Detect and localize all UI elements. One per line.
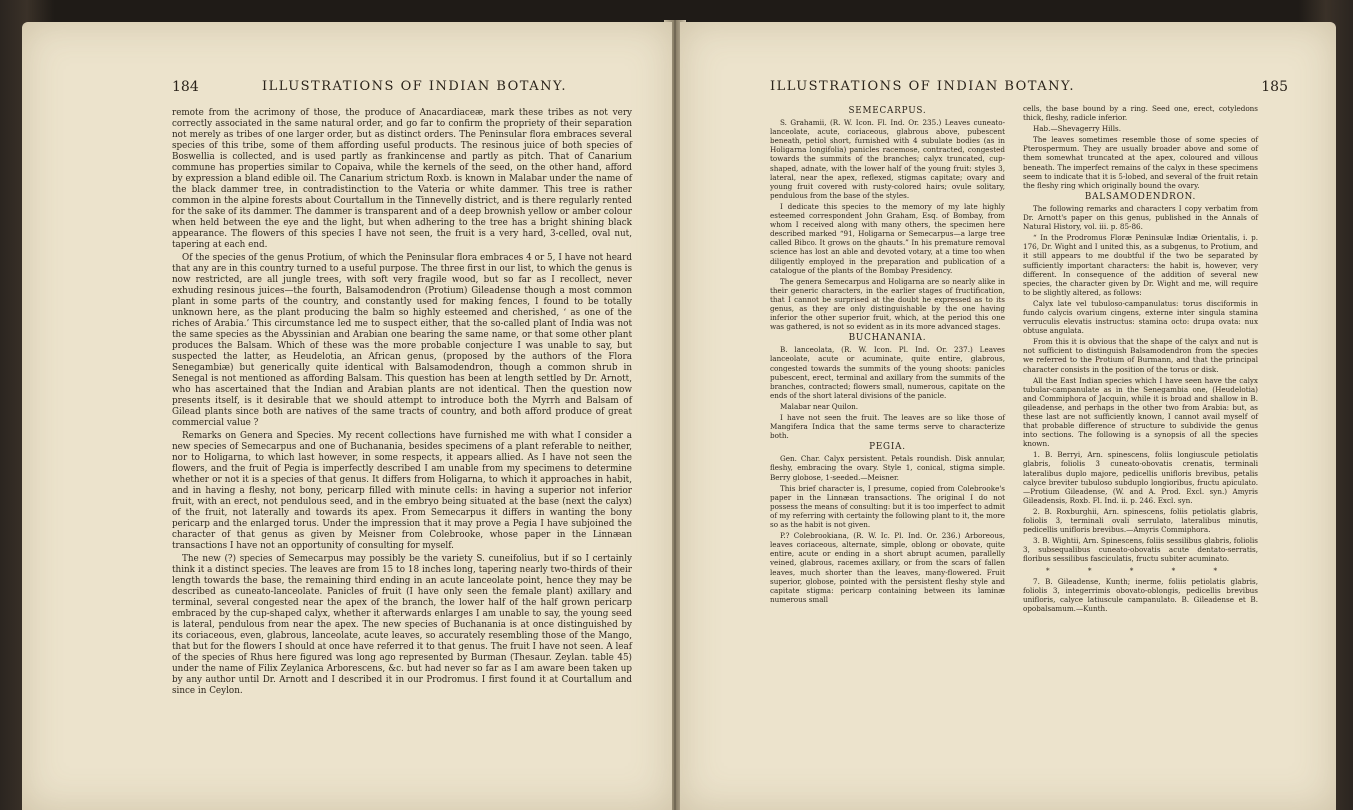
separator-stars: * * * * * [1045, 565, 1236, 575]
right-column-left [770, 104, 1005, 606]
left-body-text [172, 108, 632, 699]
paragraph: Of the species of the genus Protium, of which the Peninsular flora embraces 4 or 5, I have not heard that any are in this country turned to a useful purpose. The three first in our list, to which the genus is now restricted, are all jungle trees, with soft very fragile wood, but so far as I recollect, never exhuding resinous juices—the fourth, Balsamodendron (Protium) Gileadense though a most common plant in some parts of the country, and constantly used for making fences, I found to be totally unknown here, as the plant producing the balm so highly esteemed and cherished, ‘ as one of the riches of Arabia.’ This circumstance led me to suspect either, that the so-called plant of India was not the same species as the Abyssinian and Arabian one bearing the same name, or that some other plant produces the Balsam. Which of these was the more probable conjecture I was unable to say, but suspected the latter, as Heudelotia, an African genus, (proposed by the authors of the Flora Senegambiæ) but generically quite identical with Balsamodendron, though a common shrub in Senegal is not mentioned as affording Balsam. This question has been at length settled by Dr. Arnott, who has ascertained that the Indian and Arabian plants are not identical. Then the question now presents itself, is it desirable that we should attempt to introduce both the Myrrh and Balsam of Gilead plants since both are natives of the same tracts of country, and both afford produce of great commercial value ? [172, 253, 632, 428]
running-title: ILLUSTRATIONS OF INDIAN BOTANY. [262, 79, 568, 94]
paragraph: Hab.—Shevagerry Hills. [1033, 124, 1121, 134]
paragraph: B. lanceolata, (R. W. Icon. Pl. Ind. Or. 237.) Leaves lanceolate, acute or acuminate, quite entire, glabrous, congested towards the summits of the young shoots: panicles pubescent, erect, terminal and axillary from the summits of the branches, contracted; flowers small, numerous, capitate on the ends of the short lateral divisions of the panicle. [770, 345, 1005, 400]
running-title: ILLUSTRATIONS OF INDIAN BOTANY. [770, 79, 1076, 94]
paragraph: From this it is obvious that the shape of the calyx and nut is not sufficient to distinguish Balsamodendron from the species we referred to the Protium of Burmann, and that the principal character consists in the position of the torus or disk. [1023, 337, 1258, 374]
paragraph: I have not seen the fruit. The leaves are so like those of Mangifera Indica that the same terms serve to characterize both. [770, 413, 1005, 441]
paragraph: 2. B. Roxburghii, Arn. spinescens, foliis petiolatis glabris, foliolis 3, terminali ovali serrulato, lateralibus minutis, pedicellis unifloris brevibus.—Amyris Commiphora. [1023, 506, 1258, 535]
left-running-head [22, 79, 672, 99]
paragraph: S. Grahamii, (R. W. Icon. Fl. Ind. Or. 235.) Leaves cuneato-lanceolate, acute, coriaceous, glabrous above, pubescent beneath, petiol short, furnished with 4 subulate bodies (as in Holigarna longifolia) panicles racemose, contracted, congested towards the summits of the branches; calyx truncated, cup-shaped, adnate, with the lower half of the young fruit: styles 3, lateral, near the apex, reflexed, stigmas capitate; ovary and young fruit covered with rusty-colored hairs; ovule solitary, pendulous from the base of the styles. [770, 118, 1005, 200]
paragraph: Gen. Char. Calyx persistent. Petals roundish. Disk annular, fleshy, embracing the ovary. Style 1, conical, stigma simple. Berry globose, 1-seeded.—Meisner. [770, 454, 1005, 482]
page-number: 185 [1261, 79, 1288, 95]
paragraph: 7. B. Gileadense, Kunth; inerme, foliis petiolatis glabris, foliolis 3, integerrimis obovato-oblongis, pedicellis brevibus unifloris, calyce latiuscule campanulato. B. Gileadense et B. opobalsamum.—Kunth. [1023, 576, 1258, 613]
section-heading: SEMECARPUS. [848, 106, 927, 116]
paragraph: remote from the acrimony of those, the produce of Anacardiaceæ, mark these tribes as not very correctly associated in the same natural order, and go far to confirm the propriety of their separation not merely as tribes of one larger order, but as distinct orders. The Peninsular flora embraces several species of this tribe, some of them affording useful products. The resinous juice of both species of Boswellia is collected, and is used partly as frankincense and partly as pitch. That of Canarium commune has properties similar to Copaiva, while the kernels of the seed, on the other hand, afford by expression a bland edible oil. The Canarium strictum Roxb. is known in Malabar under the name of the black dammer tree, in contradistinction to the Vateria or white dammer. This tree is rather common in the alpine forests about Courtallum in the Tinnevelly district, and is there regularly rented for the sake of its dammer. The dammer is transparent and of a deep brownish yellow or amber colour when held between the eye and the light, but when adhering to the tree has a bright shining black appearance. The flowers of this species I have not seen, the fruit is a very hard, 3-celled, oval nut, tapering at each end. [172, 108, 632, 250]
right-column-right [1023, 104, 1258, 615]
paragraph: Malabar near Quilon. [780, 401, 859, 411]
paragraph: All the East Indian species which I have seen have the calyx tubular-campanulate as in the Senegambia one, (Heudelotia) and Commiphora of Jacquin, while it is broad and shallow in B. gileadense, and perhaps in the other two from Arabia: but, as these last are not sufficiently known, I cannot avail myself of that probable difference of structure to subdivide the genus into sections. The following is a synopsis of all the species known. [1023, 375, 1258, 449]
paragraph: The leaves sometimes resemble those of some species of Pterospermum. They are usually broader above and some of them somewhat truncated at the apex, coloured and villous beneath. The imperfect remains of the calyx in these specimens seem to indicate that it is 5-lobed, and several of the fruit retain the fleshy ring which originally bound the ovary. [1023, 135, 1258, 190]
paragraph: Remarks on Genera and Species. My recent collections have furnished me with what I consider a new species of Semecarpus and one of Buchanania, besides specimens of a plant referable to neither, nor to Holigarna, to which last however, in some respects, it appears allied. As I have not seen the flowers, and the fruit of Pegia is imperfectly described I am unable from my specimens to determine whether or not it is a species of that genus. It differs from Holigarna, to which it approaches in habit, and in having a fleshy, not bony, pericarp filled with minute cells: in having a superior not inferior fruit, with an erect, not pendulous seed, and in the embryo being situated at the base (next the calyx) of the fruit, not laterally and towards its apex. From Semecarpus it differs in wanting the bony pericarp and the enlarged torus. Under the impression that it may prove a Pegia I have subjoined the character of that genus as given by Meisner from Colebrooke, whose paper in the Linnæan transactions I have not an opportunity of consulting for myself. [172, 431, 632, 551]
paragraph: The genera Semecarpus and Holigarna are so nearly alike in their generic characters, in the earlier stages of fructification, that I cannot be surprised at the doubt he expressed as to its genus, as they are only distinguishable by the one having inferior the other superior fruit, which, at the period this one was gathered, is not so evident as in its more advanced stages. [770, 276, 1005, 332]
paragraph: cells, the base bound by a ring. Seed one, erect, cotyledons thick, fleshy, radicle inferior. [1023, 104, 1258, 123]
page-number: 184 [172, 79, 199, 95]
section-heading: PEGIA. [869, 442, 906, 453]
paragraph: The new (?) species of Semecarpus may possibly be the variety S. cuneifolius, but if so I certainly think it a distinct species. The leaves are from 15 to 18 inches long, tapering nearly two-thirds of their length towards the base, the remaining third ending in an acute lanceolate point, hence they may be described as cuneato-lanceolate. Panicles of fruit (I have only seen the female plant) axillary and terminal, several congested near the apex of the branch, the lower half of the half grown pericarp embraced by the cup-shaped calyx, whether it afterwards enlarges I am unable to say, the young seed is lateral, pendulous from near the apex. The new species of Buchanania is at once distinguished by its coriaceous, even, glabrous, lanceolate, acute leaves, so accurately resembling those of the Mango, that but for the flowers I should at once have referred it to that genus. The fruit I have not seen. A leaf of the species of Rhus here figured was long ago represented by Burman (Thesaur. Zeylan. table 45) under the name of Filix Zeylanica Arborescens, &c. but had never so far as I am aware been taken up by any author until Dr. Arnott and I described it in our Prodromus. I first found it at Courtallum and since in Ceylon. [172, 554, 632, 696]
left-page [22, 22, 672, 810]
paragraph: 1. B. Berryi, Arn. spinescens, foliis longiuscule petiolatis glabris, foliolis 3 cuneato-obovatis crenatis, terminali lateralibus duplo majore, pedicellis unifloris brevibus, petalis calyce breviter tubuloso subduplo longioribus, fructu apiculato.—Protium Gileadense, (W. and A. Prod. Excl. syn.) Amyris Gileadensis, Roxb. Fl. Ind. ii. p. 246. Excl. syn. [1023, 450, 1258, 505]
paragraph: 3. B. Wightii, Arn. Spinescens, foliis sessilibus glabris, foliolis 3, subsequalibus cuneato-obovatis acute dentato-serratis, floribus sessilibus fasciculatis, fructu subiter acuminato. [1023, 536, 1258, 564]
paragraph: This brief character is, I presume, copied from Colebrooke's paper in the Linnæan transactions. The original I do not possess the means of consulting: but it is too imperfect to admit of my referring with certainty the following plant to it, the more so as the habit is not given. [770, 483, 1005, 530]
paragraph: Calyx late vel tubuloso-campanulatus: torus disciformis in fundo calycis ovarium cingens, externe inter singula stamina verruculis elevatis instructus: stamina octo: drupa ovata: nux obtuse angulata. [1023, 298, 1258, 336]
paragraph: I dedicate this species to the memory of my late highly esteemed correspondent John Graham, Esq. of Bombay, from whom I received along with many others, the specimen here described marked “91, Holigarna or Semecarpus—a large tree called Bibco. It grows on the ghauts.” In his premature removal science has lost an able and devoted votary, at a time too when diligently employed in the preparation and publication of a catalogue of the plants of the Bombay Presidency. [770, 201, 1005, 275]
paragraph: The following remarks and characters I copy verbatim from Dr. Arnott's paper on this genus, published in the Annals of Natural History, vol. iii. p. 85-86. [1023, 203, 1258, 232]
right-running-head [680, 79, 1336, 99]
right-page [680, 22, 1336, 810]
section-heading: BALSAMODENDRON. [1084, 191, 1197, 202]
paragraph: P.? Colebrookiana, (R. W. Ic. Pl. Ind. Or. 236.) Arboreous, leaves coriaceous, alternate, simple, oblong or obovate, quite entire, acute or ending in a short abrupt acumen, parallelly veined, glabrous, racemes axillary, or from the scars of fallen leaves, much shorter than the leaves, many-flowered. Fruit superior, globose, pointed with the persistent fleshy style and capitate stigma: pericarp containing between its laminæ numerous small [770, 531, 1005, 604]
paragraph: “ In the Prodromus Floræ Peninsulæ Indiæ Orientalis, i. p. 176, Dr. Wight and I united this, as a subgenus, to Protium, and it still appears to me doubtful if the two be separated by sufficiently important characters: the habit is, however, very different. In consequence of the addition of several new species, the character given by Dr. Wight and me, will require to be slightly altered, as follows: [1023, 233, 1258, 297]
section-heading: BUCHANANIA. [848, 333, 927, 344]
